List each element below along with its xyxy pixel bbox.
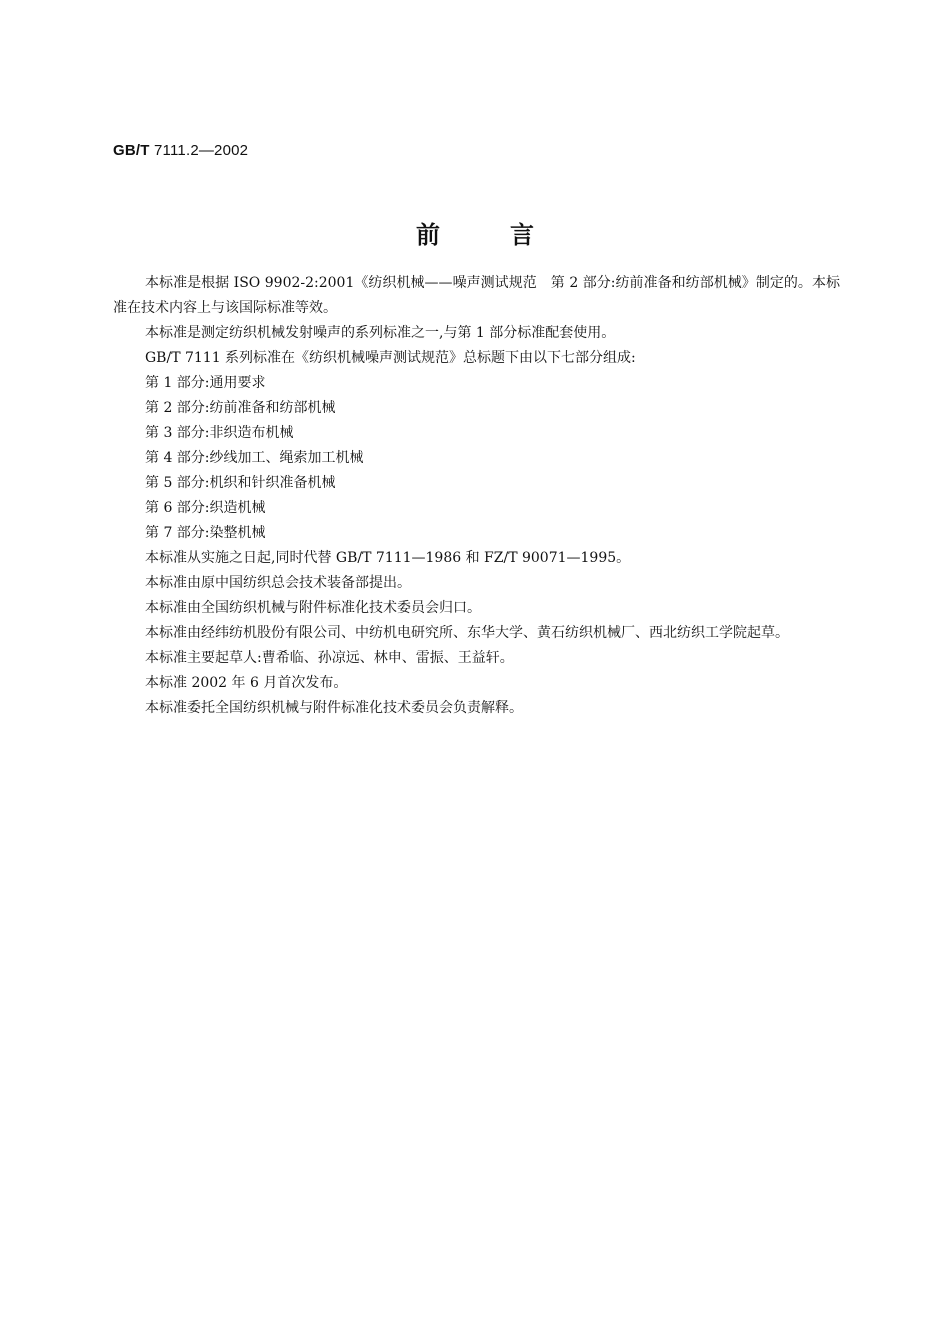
standard-prefix: GB/T [113, 142, 150, 159]
paragraph: GB/T 7111 系列标准在《纺织机械噪声测试规范》总标题下由以下七部分组成: [145, 350, 636, 366]
paragraph: 本标准由经纬纺机股份有限公司、中纺机电研究所、东华大学、黄石纺织机械厂、西北纺织工学院起草。 [145, 625, 789, 641]
foreword-body [113, 271, 840, 721]
list-item: 第 4 部分:纱线加工、绳索加工机械 [145, 450, 364, 466]
list-item: 第 7 部分:染整机械 [145, 525, 266, 541]
list-item: 第 5 部分:机织和针织准备机械 [145, 475, 336, 491]
paragraph: 本标准是根据 ISO 9902-2:2001《纺织机械——噪声测试规范 第 2 部分:纺前准备和纺部机械》制定的。本标准在技术内容上与该国际标准等效。 [113, 275, 840, 316]
paragraph: 本标准委托全国纺织机械与附件标准化技术委员会负责解释。 [145, 700, 523, 716]
page-title: 前言 [416, 221, 604, 249]
paragraph: 本标准是测定纺织机械发射噪声的系列标准之一,与第 1 部分标准配套使用。 [145, 325, 616, 341]
standard-code: 7111.2—2002 [149, 142, 249, 159]
list-item: 第 6 部分:织造机械 [145, 500, 266, 516]
paragraph: 本标准 2002 年 6 月首次发布。 [145, 675, 348, 691]
list-item: 第 3 部分:非织造布机械 [145, 425, 294, 441]
list-item: 第 2 部分:纺前准备和纺部机械 [145, 400, 336, 416]
paragraph: 本标准由全国纺织机械与附件标准化技术委员会归口。 [145, 600, 481, 616]
paragraph: 本标准从实施之日起,同时代替 GB/T 7111—1986 和 FZ/T 90071—1995。 [145, 550, 631, 566]
paragraph: 本标准由原中国纺织总会技术装备部提出。 [145, 575, 411, 591]
list-item: 第 1 部分:通用要求 [145, 375, 266, 391]
standard-number [113, 142, 248, 159]
paragraph: 本标准主要起草人:曹希临、孙凉远、林申、雷振、王益轩。 [145, 650, 514, 666]
